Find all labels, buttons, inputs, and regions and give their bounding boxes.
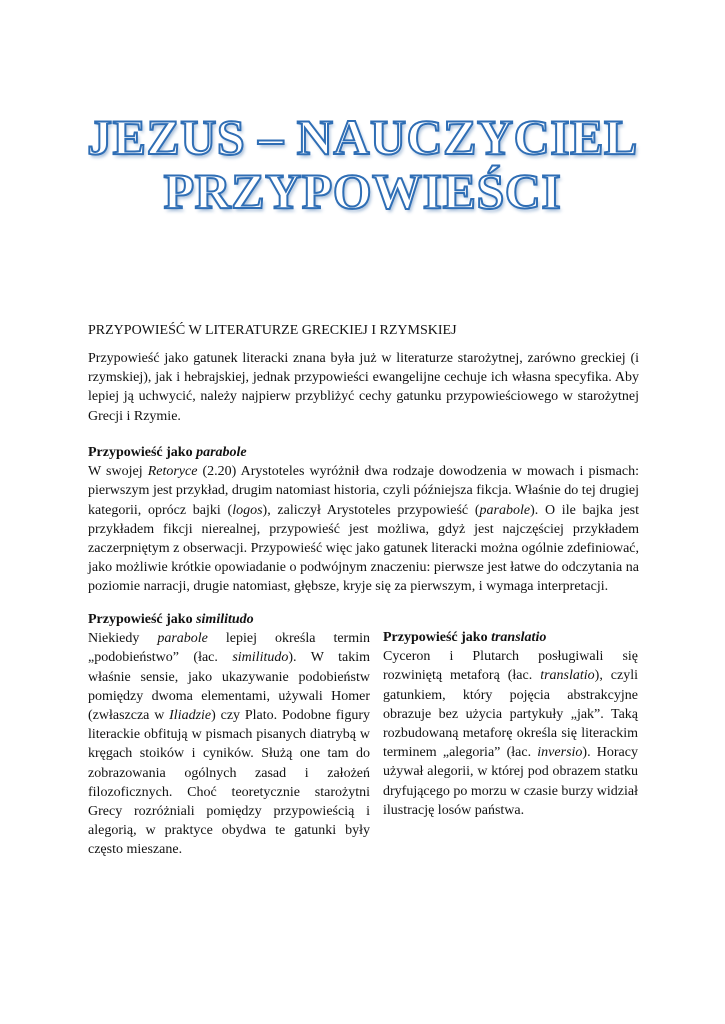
similitudo-text-4: ) czy Plato. Podobne figury literackie obfitują w pismach pisanych diatrybą w kręgach stoików i cyników. Służą one tam do zobrazowania ogólnych zasad i założeń filozoficznych. Choć teoretycznie starożytni Grecy rozróżniali pomiędzy przypowieścią i alegorią, w praktyce obydwa te gatunki były często mieszane. — [88, 708, 370, 858]
translatio-heading-term: translatio — [491, 630, 547, 645]
translatio-text-1: Cyceron i Plutarch posługiwali się rozwiniętą metaforą (łac. — [383, 649, 638, 684]
parabole-paragraph — [88, 462, 639, 596]
parabole-italic-3: parabole — [479, 502, 531, 518]
similitudo-heading-term: similitudo — [196, 612, 254, 627]
translatio-paragraph — [383, 647, 638, 820]
translatio-text-2: ), czyli gatunkiem, który pojęcia abstrakcyjne obrazuje bez użycia partykuły „jak”. Taką rozbudowaną metaforę określa się literackim terminem „alegoria” (łac. — [383, 668, 639, 761]
parabole-text-1: W swojej — [88, 464, 148, 480]
similitudo-italic-2: similitudo — [232, 650, 289, 666]
similitudo-text-2: lepiej określa termin „podobieństwo” (łac. — [88, 631, 370, 666]
intro-paragraph: Przypowieść jako gatunek literacki znana była już w literaturze starożytnej, zarówno greckiej (i rzymskiej), jak i hebrajskiej, jednak przypowieści ewangelijne cechuje ich własna specyfika. Aby lepiej ją uchwycić, należy najpierw przybliżyć cechy gatunku przypowieściowego w starożytnej Grecji i Rzymie. — [88, 351, 639, 424]
similitudo-paragraph — [88, 629, 370, 859]
translatio-italic-2: inversio — [537, 745, 583, 761]
similitudo-italic-1: parabole — [157, 631, 208, 647]
page-title — [0, 110, 725, 218]
translatio-heading — [383, 628, 638, 647]
translatio-section — [383, 628, 638, 820]
similitudo-text-1: Niekiedy — [88, 631, 158, 647]
parabole-text-4: ). O ile bajka jest przykładem fikcji nierealnej, przypowieść jest możliwa, gdyż jest najczęściej przykładem zaczerpniętym z obserwacji. Przypowieść więc jako gatunek literacki można ogólnie zdefiniować, jako możliwie krótkie opowiadanie o podwójnym znaczeniu: pierwsze jest łatwe do odczytania na poziomie narracji, drugie natomiast, głębsze, kryje się za pierwszym, i wymaga interpretacji. — [88, 502, 640, 595]
parabole-text-3: ), zaliczył Arystoteles przypowieść ( — [262, 502, 480, 518]
page-title-line-1: JEZUS – NAUCZYCIEL — [87, 109, 638, 165]
page-title-line-2: PRZYPOWIEŚCI — [163, 163, 562, 219]
parabole-heading-term: parabole — [196, 445, 247, 460]
similitudo-heading-prefix: Przypowieść jako — [88, 612, 197, 627]
translatio-heading-prefix: Przypowieść jako — [383, 630, 492, 645]
translatio-italic-1: translatio — [540, 668, 595, 684]
section-heading: PRZYPOWIEŚĆ W LITERATURZE GRECKIEJ I RZYMSKIEJ — [88, 323, 457, 338]
parabole-heading-prefix: Przypowieść jako — [88, 445, 197, 460]
similitudo-italic-3: Iliadzie — [169, 708, 212, 724]
similitudo-section — [88, 610, 370, 860]
parabole-italic-1: Retoryce — [147, 464, 198, 480]
translatio-text-3: ). Horacy używał alegorii, w której pod obrazem statku dryfującego po morzu w czasie burzy widział ilustrację losów państwa. — [383, 745, 639, 818]
similitudo-heading — [88, 610, 370, 629]
parabole-text-2: (2.20) Arystoteles wyróżnił dwa rodzaje dowodzenia w mowach i pismach: pierwszym jest przykład, drugim natomiast historia, czyli późniejsza fikcja. Właśnie do tej drugiej kategorii, oprócz bajki ( — [88, 464, 639, 518]
parabole-section — [88, 443, 639, 597]
similitudo-text-3: ). W takim właśnie sensie, jako ukazywanie podobieństw pomiędzy dwoma elementami, używali Homer (zwłaszcza w — [88, 650, 370, 724]
parabole-italic-2: logos — [232, 502, 263, 518]
parabole-heading — [88, 443, 639, 462]
